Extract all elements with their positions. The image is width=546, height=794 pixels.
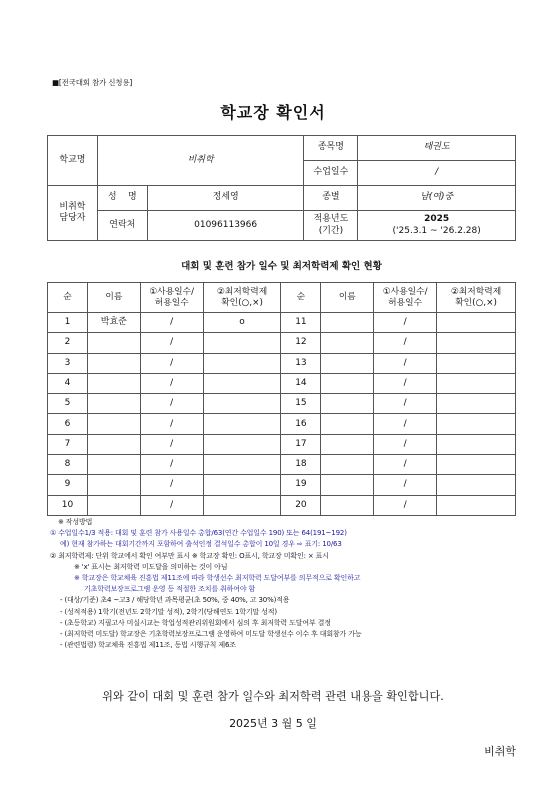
header-check: ②최저학력제 확인(○,×) (437, 283, 516, 313)
note-6: - (성적적용) 1학기(전년도 2학기말 성적), 2학기(당해연도 1학기말 성적) (60, 607, 277, 616)
class-days-label: 수업일수 (304, 161, 358, 186)
note-4-cont: 기초학력보장프로그램 운영 등 적절한 조치를 취하여야 함 (84, 585, 256, 594)
cell-no: 15 (281, 394, 321, 414)
table-header-row (48, 283, 516, 313)
cell-days: / (374, 313, 437, 333)
cell-name (87, 455, 140, 475)
contact-value: 01096113966 (147, 211, 304, 241)
cell-check (437, 394, 516, 414)
cell-days: / (374, 353, 437, 373)
table-row (48, 434, 516, 454)
note-5: - (대상/기준) 초4 ~고3 / 해당학년 과목평균(초 50%, 중 40%, 고 30%)적용 (60, 596, 290, 605)
cell-no: 7 (48, 434, 88, 454)
cell-check (437, 373, 516, 393)
cell-name (87, 373, 140, 393)
notes-heading: ※ 작성방법 (58, 518, 93, 526)
note-7: - (초등학교) 지필고사 미실시교는 학업성적관리위원회에서 심의 후 최저학력 도달여부 결정 (60, 618, 331, 627)
note-8: - (최저학력 미도달) 학교장은 기초학력보장프로그램 운영하여 미도달 학생선수 이수 후 대회참가 가능 (60, 630, 362, 639)
cell-name (87, 333, 140, 353)
contact-label: 연락처 (97, 211, 147, 241)
header-no: 순 (48, 283, 88, 313)
cell-check (437, 333, 516, 353)
cell-check (203, 495, 281, 515)
cell-days: / (374, 394, 437, 414)
cell-no: 9 (48, 475, 88, 495)
cell-name: 박효준 (87, 313, 140, 333)
class-days-value: / (358, 161, 516, 186)
cell-days: / (140, 434, 203, 454)
note-1: ① 수업일수1/3 적용: 대회 및 훈련 참가 사용일수 총합/63(연간 수업일수 190) 또는 64(191~192) (50, 529, 347, 538)
cell-no: 11 (281, 313, 321, 333)
cell-name (87, 434, 140, 454)
school-label: 학교명 (48, 136, 98, 186)
cell-no: 6 (48, 414, 88, 434)
section-title: 대회 및 훈련 참가 일수 및 최저학력제 확인 현황 (181, 261, 382, 272)
cell-no: 2 (48, 333, 88, 353)
year-cell (358, 211, 516, 241)
cell-name (321, 434, 374, 454)
cell-check (203, 475, 281, 495)
header-name: 이름 (87, 283, 140, 313)
info-table (47, 135, 516, 241)
header-days: ①사용일수/ 허용일수 (374, 283, 437, 313)
table-row (48, 333, 516, 353)
cell-check (203, 434, 281, 454)
header-check: ②최저학력제 확인(○,×) (203, 283, 281, 313)
note-3: ※ 'x' 표시는 최저학력 미도달을 의미하는 것이 아님 (74, 562, 228, 571)
cell-no: 19 (281, 475, 321, 495)
cell-days: / (140, 414, 203, 434)
cell-name (321, 414, 374, 434)
cell-days: / (374, 333, 437, 353)
cell-check (203, 373, 281, 393)
cell-no: 16 (281, 414, 321, 434)
name-label: 성 명 (97, 186, 147, 211)
school-value: 비취학 (97, 136, 304, 186)
cell-no: 10 (48, 495, 88, 515)
cell-days: / (140, 495, 203, 515)
cell-check (437, 455, 516, 475)
cell-check (203, 455, 281, 475)
cell-check: o (203, 313, 281, 333)
table-row (48, 455, 516, 475)
cell-no: 8 (48, 455, 88, 475)
table-row (48, 353, 516, 373)
table-row (48, 313, 516, 333)
event-value: 태권도 (358, 136, 516, 161)
cell-name (321, 373, 374, 393)
cell-days: / (374, 434, 437, 454)
header-name: 이름 (321, 283, 374, 313)
cell-check (437, 313, 516, 333)
cell-days: / (140, 373, 203, 393)
cell-no: 18 (281, 455, 321, 475)
signer-school: 비취학 (484, 745, 516, 758)
cell-no: 3 (48, 353, 88, 373)
form-type-tag: ■[전국대회 참가 신청용] (52, 78, 133, 87)
cell-days: / (140, 394, 203, 414)
cell-check (437, 434, 516, 454)
cell-days: / (140, 333, 203, 353)
document-title: 학교장 확인서 (220, 103, 326, 122)
cell-no: 4 (48, 373, 88, 393)
cell-no: 14 (281, 373, 321, 393)
cell-days: / (374, 495, 437, 515)
cell-name (321, 455, 374, 475)
cell-name (87, 353, 140, 373)
table-row (48, 475, 516, 495)
cell-name (87, 414, 140, 434)
subject-label: 종별 (304, 186, 358, 211)
header-days: ①사용일수/ 허용일수 (140, 283, 203, 313)
table-row (48, 394, 516, 414)
cell-name (321, 353, 374, 373)
event-label: 종목명 (304, 136, 358, 161)
cell-check (437, 414, 516, 434)
table-row (48, 373, 516, 393)
cell-name (321, 333, 374, 353)
cell-check (203, 394, 281, 414)
cell-name (87, 394, 140, 414)
cell-check (437, 495, 516, 515)
cell-name (321, 495, 374, 515)
cell-no: 1 (48, 313, 88, 333)
cell-days: / (140, 455, 203, 475)
confirmation-statement: 위와 같이 대회 및 훈련 참가 일수와 최저학력 관련 내용을 확인합니다. (102, 690, 444, 703)
cell-no: 5 (48, 394, 88, 414)
cell-name (321, 475, 374, 495)
cell-check (437, 475, 516, 495)
cell-name (321, 313, 374, 333)
year-label: 적용년도 (기간) (304, 211, 358, 241)
cell-check (437, 353, 516, 373)
note-4: ※ 학교장은 학교체육 진흥법 제11조에 따라 학생선수 최저학력 도달여부를 의무적으로 확인하고 (74, 574, 361, 583)
cell-name (87, 495, 140, 515)
note-1-example: 예) 현재 참가하는 대회기간까지 포함하여 출석인정 결석일수 총합이 10일 경우 ⇨ 표기: 10/63 (60, 540, 342, 549)
table-row (48, 414, 516, 434)
cell-check (203, 353, 281, 373)
cell-name (87, 475, 140, 495)
note-9: - (관련법령) 학교체육 진흥법 제11조, 동법 시행규칙 제6조 (60, 641, 236, 650)
name-value: 정세영 (147, 186, 304, 211)
cell-days: / (140, 475, 203, 495)
cell-days: / (374, 475, 437, 495)
manager-label: 비취학 담당자 (48, 186, 98, 241)
cell-no: 12 (281, 333, 321, 353)
cell-no: 17 (281, 434, 321, 454)
cell-no: 20 (281, 495, 321, 515)
cell-days: / (374, 373, 437, 393)
subject-value: 남(여)중 (358, 186, 516, 211)
cell-check (203, 333, 281, 353)
participation-table (47, 282, 516, 516)
cell-days: / (140, 313, 203, 333)
header-no: 순 (281, 283, 321, 313)
cell-days: / (374, 455, 437, 475)
cell-no: 13 (281, 353, 321, 373)
cell-check (203, 414, 281, 434)
cell-name (321, 394, 374, 414)
year-value: 2025 (424, 214, 450, 225)
notes-section (50, 517, 530, 651)
table-row (48, 495, 516, 515)
period-value: ('25.3.1 ~ '26.2.28) (392, 225, 481, 236)
signature-date: 2025년 3 월 5 일 (229, 717, 317, 730)
cell-days: / (140, 353, 203, 373)
cell-days: / (374, 414, 437, 434)
note-2: ② 최저학력제: 단위 학교에서 확인 여부만 표시 ※ 학교장 확인: O표시, 학교장 미확인: × 표시 (50, 551, 329, 560)
